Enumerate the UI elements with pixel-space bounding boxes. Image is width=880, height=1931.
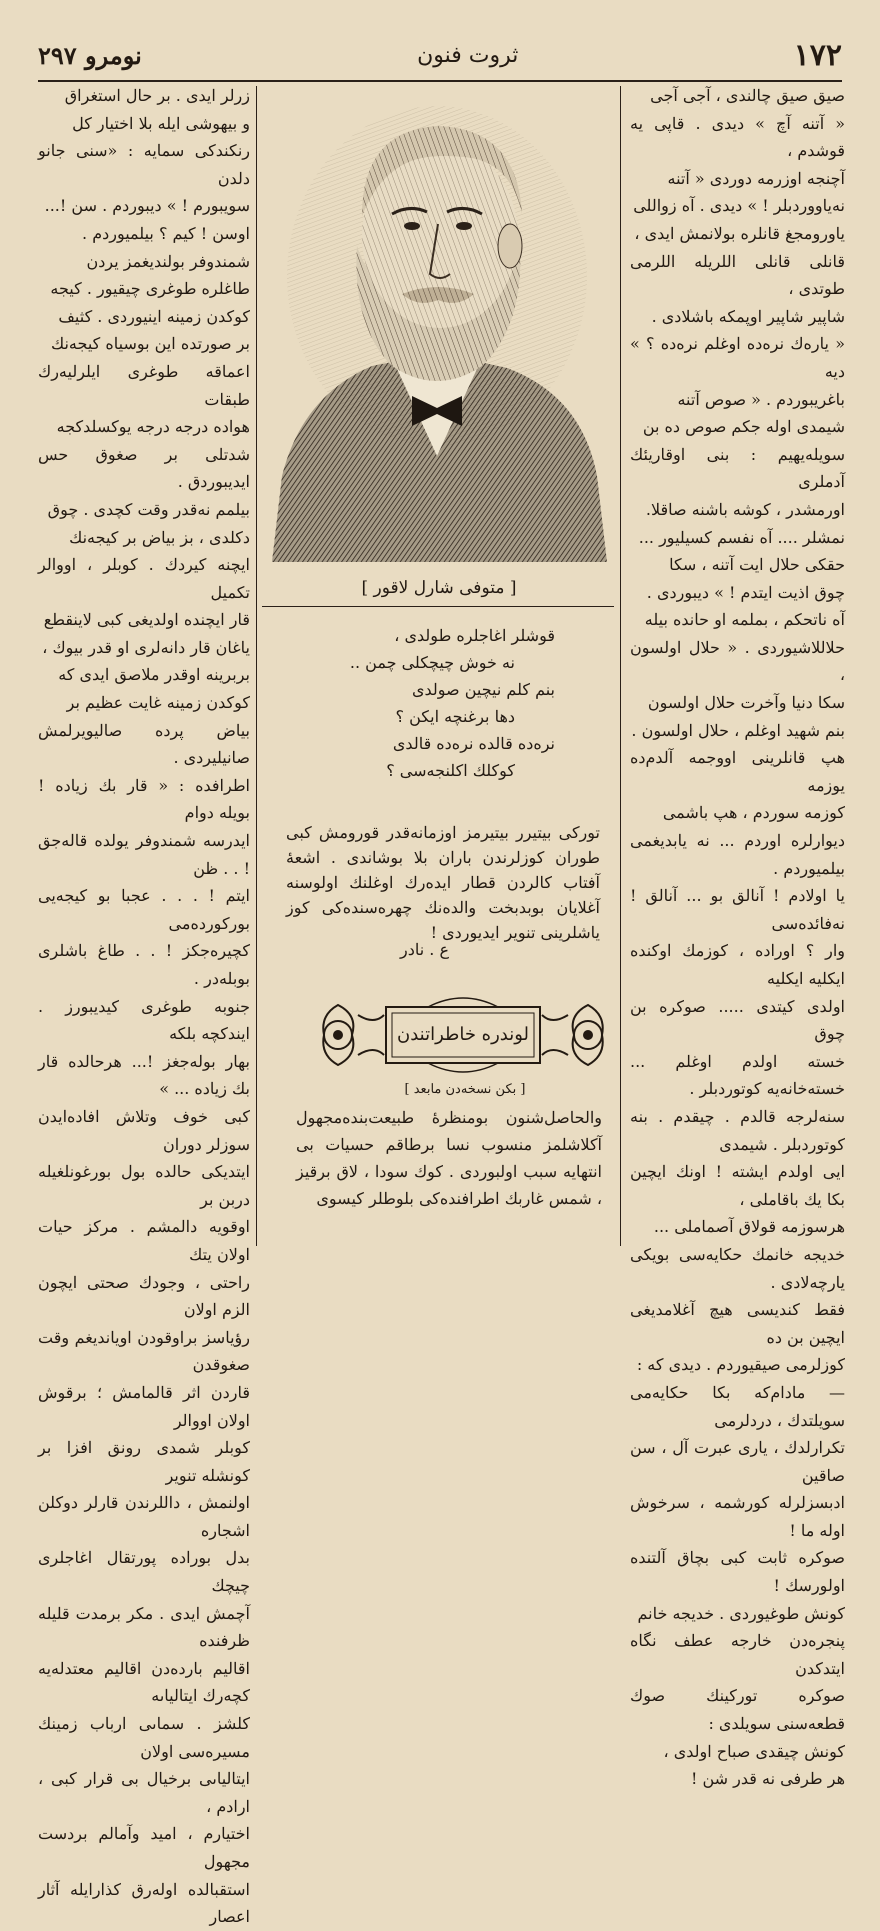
text-line: — مادام‌كه بكا حكايه‌مى سويلتدك ، دردلرمى — [630, 1382, 845, 1430]
text-line: سويبورم ! » ديبوردم . سن !... — [44, 196, 250, 216]
page-header — [38, 30, 842, 80]
text-line: جنوبه طوغرى كيديبورز . ايندكچه بلكه — [38, 996, 250, 1044]
poem-line: كوكلك اكلنجه‌سى ؟ — [386, 761, 515, 780]
text-line: اختيارم ، اميد وآمالم بردست مجهول — [38, 1824, 250, 1871]
poem-line: بنم كلم نيچين صولدى — [411, 680, 555, 699]
text-line: بهار بوله‌جغز !... هرحالده قار بك زياده ... » — [38, 1051, 250, 1099]
poem-line: نه خوش چيچكلى چمن .. — [349, 653, 515, 672]
text-line: اولدى كيتدى ..... صوكره بن چوق — [630, 996, 845, 1044]
text-line: اورمشدر ، كوشه باشنه صاقلا. — [645, 499, 845, 519]
section-text: والحاصل‌شنون بومنظرهٔ طبيعت‌بنده‌مجهول آكلاشلمز منسوب نسا برطاقم حسيات بى انتهايه سبب اولبوردى . كوك سودا ، لاق برقيز ، شمس غاربك اطرافنده‌كى بلوطلر كيسوى — [296, 1108, 602, 1208]
text-line: خديجه خانمك حكايه‌سى بويكى يارچه‌لادى . — [630, 1244, 845, 1292]
text-line: اعماقه طوغرى ايلرليه‌رك طبقات — [38, 361, 250, 409]
text-line: قار ايچنده اولديغى كبى لاينقطع — [43, 610, 250, 630]
text-line: شاپير شاپير اوپمكه باشلادى . — [651, 306, 845, 326]
text-line: ايچنه كيردك . كوبلر ، اووالر تكميل — [38, 555, 250, 602]
text-line: هر طرفى نه قدر شن ! — [690, 1769, 845, 1789]
right-column — [630, 82, 845, 1793]
left-column — [38, 82, 250, 1931]
text-line: اوسن ! كيم ؟ بيلميوردم . — [82, 223, 250, 243]
text-line: ايى اولدم ايشته ! اونك ايچين بكا يك باقاملى ، — [630, 1162, 845, 1209]
text-line: رنكندكى سمايه : «سنى جانو دلدن — [38, 141, 250, 188]
text-line: حقكى حلال ايت آتنه ، سكا — [669, 555, 845, 575]
column-divider-right — [620, 86, 621, 1246]
prose-paragraph: توركى بيتيرر بيتيرمز اوزمانه‌قدر قورومش كبى طوران كوزلرندن باران بلا بوشاندى . اشعهٔ آفتاب كالردن قطار ايدەرك اوغلنك اولوسنه آغلايان بوبدبخت والده‌نك چهره‌سنده‌كى كوز ياشلرينى تنوير ايديوردى ! — [286, 823, 600, 942]
text-line: آچمش ايدى . مكر برمدت قليله ظرفنده — [38, 1603, 250, 1651]
portrait-engraving — [262, 96, 612, 562]
text-line: بياض پرده صاليويرلمش صانيليردى . — [38, 720, 250, 768]
text-line: طاغلره طوغرى چيقيور . كيجه — [50, 279, 250, 299]
text-line: و بيهوشى ايله بلا اختيار كل — [72, 113, 250, 133]
text-line: هرسوزمه قولاق آصماملى ... — [653, 1217, 845, 1237]
column-divider-left — [256, 86, 257, 1246]
text-line: شيمدى اوله جكم صوص ده بن — [642, 417, 845, 437]
text-line: ايتالياىى برخيال بى قرار كبى ، ارادم ، — [38, 1769, 250, 1816]
text-line: ايتم ! . . . عجبا بو كيجه‌يى بوركورده‌مى — [38, 886, 250, 933]
text-line: باغريبوردم . « صوص آتنه — [677, 389, 845, 409]
author-signature: ع . نادر — [400, 940, 449, 959]
text-line: نه‌ياووردبلر ! » ديدى . آه زواللى — [633, 196, 845, 216]
text-line: حلاللاشيوردى . « حلال اولسون ، — [630, 637, 845, 685]
text-line: كونش چيقدى صباح اولدى ، — [663, 1741, 845, 1761]
text-line: « ياره‌ك نره‌ده اوغلم نره‌ده ؟ » ديه — [630, 334, 845, 381]
portrait-caption: [ متوفى شارل لاقور ] — [361, 578, 517, 598]
issue-number: نومرو ۲۹۷ — [38, 40, 142, 70]
poem — [290, 622, 595, 784]
text-line: تكرارلدك ، يارى عبرت آل ، سن صاقين — [630, 1438, 845, 1485]
text-line: كلشز . سماىى ارباب زمينك مسيره‌سى اولان — [38, 1714, 250, 1761]
text-line: استقبالده اولەرق كذارايله آثار اعصار — [38, 1879, 250, 1927]
text-line: ايتديكى حالده بول بورغونلغيله دربن بر — [38, 1162, 250, 1209]
text-line: آه ناتحكم ، بملمه او حانده بيله — [644, 610, 845, 630]
text-line: كونش طوغيوردى . خديجه خانم — [637, 1603, 845, 1623]
text-line: بر صورتده اين بوسياه كيجه‌نك — [50, 334, 250, 354]
text-line: يا اولادم ! آنالق بو ... آنالق ! نه‌فائده‌سى — [630, 886, 845, 933]
text-line: فقط كنديسى هيچ آغلامديغى ايچين بن ده — [630, 1300, 845, 1347]
text-line: شدتلى بر صغوق حس ايديبوردق . — [38, 444, 250, 492]
text-line: شمندوفر بولنديغمز يردن — [86, 251, 250, 271]
journal-title: ثروت فنون — [417, 42, 519, 68]
text-line: سويله‌يهيم : بنى اوقاريئك آدملرى — [630, 444, 845, 492]
text-line: ايدرسه شمندوفر يولده قالەجق ! . . ظن — [38, 831, 250, 878]
text-line: ديوارلره اوردم ... نه يابديغمى بيلميوردم . — [630, 831, 845, 878]
text-line: صوكره توركينك صوك قطعه‌سنى سويلدى : — [630, 1686, 845, 1734]
text-line: سكا دنيا وآخرت حلال اولسون — [647, 693, 845, 713]
text-line: وار ؟ اوراده ، كوزمك اوكنده ايكليه ايكليه — [630, 941, 845, 988]
poem-line: دها برغنچه ايكن ؟ — [395, 707, 515, 726]
text-line: كوبلر شمدى رونق افزا بر كونشله تنوير — [38, 1438, 250, 1485]
caption-rule — [262, 606, 614, 607]
text-line: قانلى قانلى اللريله اللرمى طوتدى ، — [630, 251, 845, 299]
text-line: اوقويه دالمشم . مركز حيات اولان يتك — [38, 1217, 250, 1264]
text-line: « آتنه آچ » ديدى . قاپى يه قوشدم ، — [630, 113, 845, 161]
text-line: هواده درجه درجه يوكسلدكجه — [56, 417, 250, 437]
text-line: رؤياسز براوقودن اويانديغم وقت صغوقدن — [38, 1327, 250, 1375]
text-line: قاردن اثر قالمامش ؛ برقوش اولان اووالر — [38, 1382, 250, 1430]
text-line: پنجره‌دن خارجه عطف نگاه ايتدكدن — [630, 1631, 845, 1678]
portrait-svg — [262, 96, 612, 562]
text-line: صيق صيق چالندى ، آجى آجى — [650, 86, 845, 105]
text-line: بيلمم نه‌قدر وقت كچدى . چوق — [47, 499, 250, 519]
text-line: اطرافده : « قار بك زياده ! بويله دوام — [38, 775, 250, 823]
section-title: لوندره خاطراتندن — [396, 1023, 530, 1045]
text-line: كچيره‌جكز ! . . طاغ باشلرى بوبله‌در . — [38, 941, 250, 988]
text-line: بربرينه اوقدر ملاصق ايدى كه — [58, 665, 250, 685]
text-line: خسته اولدم اوغلم ... خسته‌خانه‌يه كوتوردبلر . — [630, 1051, 845, 1099]
text-line: صوكره ثابت كبى بچاق آلتنده اولورسك ! — [630, 1548, 845, 1596]
text-line: هپ قانلرينى اووجمه آلدم‌ده يوزمه — [630, 748, 845, 795]
text-line: راحتى ، وجودك صحتى ايچون الزم اولان — [38, 1272, 250, 1320]
text-line: آچنجه اوزرمه دوردى « آتنه — [667, 168, 845, 188]
text-line: كوزلرمى صيقيوردم . ديدى كه : — [636, 1355, 845, 1375]
text-line: سنه‌لرجه قالدم . چيقدم . بنه كوتوردبلر . شيمدى — [630, 1106, 845, 1154]
text-line: نمشلر .... آه نفسم كسيليور ... — [638, 527, 845, 547]
text-line: ياغان قار دانه‌لرى او قدر بيوك ، — [42, 637, 250, 657]
text-line: ياورومجغ قانلره بولانمش ايدى ، — [634, 223, 845, 243]
text-line: ادبسزلرله كورشمه ، سرخوش اوله ما ! — [630, 1493, 845, 1540]
poem-line: نره‌ده قالده نره‌ده قالدى — [392, 734, 555, 753]
text-line: اقاليم بارده‌دن اقاليم معتدله‌يه كچه‌رك ايتالياىه — [38, 1658, 250, 1706]
text-line: چوق اذيت ايتدم ! » ديبوردى . — [646, 582, 845, 602]
page-number: ١٧٢ — [793, 37, 842, 73]
text-line: زرلر ايدى . بر حال استغراق — [64, 86, 250, 105]
text-line: كوكدن زمينه غايت عظيم بر — [66, 693, 250, 713]
text-line: بدل بوراده پورتقال اغاجلرى چيچك — [38, 1548, 250, 1596]
text-line: كوكدن زمينه اينيوردى . كثيف — [58, 306, 250, 326]
section-subcaption: [ بكن نسخه‌دن مابعد ] — [404, 1082, 526, 1097]
text-line: كبى خوف وتلاش افاده‌ايدن سوزلر دوران — [38, 1106, 250, 1154]
poem-line: قوشلر اغاجلره طولدى ، — [394, 626, 555, 645]
text-line: دكلدى ، بز بياض بر كيجه‌نك — [69, 527, 250, 547]
text-line: اولنمش ، داللرندن قارلر دوكلن اشجاره — [38, 1493, 250, 1540]
text-line: كوزمه سوردم ، هپ باشمى — [662, 803, 845, 823]
text-line: بنم شهيد اوغلم ، حلال اولسون . — [631, 720, 845, 740]
